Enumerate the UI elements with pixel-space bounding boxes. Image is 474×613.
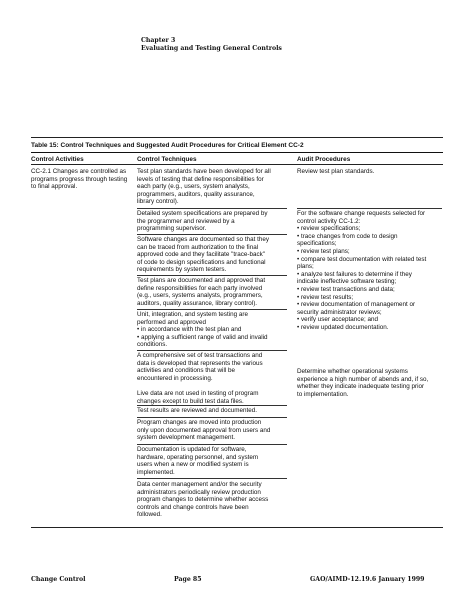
technique-cell: Documentation is updated for software, hardware, operating personnel, and system users when a new or modified system is implemented. [137, 446, 259, 476]
row-separator [137, 208, 287, 209]
technique-cell: Software changes are documented so that they can be traced from authorization to the final approved code and they facilitate "trace-back" of code to design specifications and functional requirements by system testers. [137, 236, 269, 274]
technique-cell: Test plan standards have been developed for all levels of testing that define responsibilities for each party (e.g., users, system analysts, programmers, auditors, quality assurance, library control). [137, 168, 271, 206]
footer-document-id: GAO/AIMD-12.19.6 January 1999 [310, 576, 425, 583]
row-separator [137, 478, 287, 479]
row-separator [137, 275, 287, 276]
bottom-rule [31, 527, 443, 528]
technique-cell: Unit, integration, and system testing are performed and approved • in accordance with the test plan and • applying a sufficient range of valid and invalid conditions. [137, 311, 268, 349]
page-header [141, 37, 282, 53]
footer-page-number: Page 85 [174, 576, 202, 583]
technique-cell: Test results are reviewed and documented. [137, 407, 258, 414]
technique-cell: Detailed system specifications are prepared by the programmer and reviewed by a programming supervisor. [137, 210, 268, 233]
technique-cell: A comprehensive set of test transactions and data is developed that represents the various activities and conditions that will be encountered in processing. Live data are not used in testing of program changes except to build test data files. [137, 352, 263, 405]
row-separator [137, 350, 287, 351]
row-separator [137, 309, 287, 310]
technique-cell: Program changes are moved into production only upon documented approval from users and system development management. [137, 419, 271, 442]
audit-procedure-change-requests: For the software change requests selected for control activity CC-1.2: • review specifications; • trace changes from code to design specifications; • review test plans; • compare test documentation with related test plans; • analyze test failures to determine if they indicate ineffective software testing; • review test transactions and data; • review test results; • review documentation of management or security administrator reviews; • verify user acceptance; and • review updated documentation. [297, 210, 427, 331]
row-separator [137, 234, 287, 235]
column-header-procedures: Audit Procedures [297, 156, 351, 163]
audit-procedure-abends: Determine whether operational systems experience a high number of abends and, if so, whether they indicate inadequate testing prior to implementation. [297, 368, 429, 398]
footer-section: Change Control [31, 576, 86, 583]
technique-cell: Data center management and/or the security administrators periodically review production program changes to determine whether access controls and change controls have been followed. [137, 481, 269, 519]
table-title: Table 15: Control Techniques and Suggested Audit Procedures for Critical Element CC-2 [31, 142, 304, 149]
procedure-separator [297, 208, 442, 209]
chapter-subtitle: Evaluating and Testing General Controls [141, 45, 282, 52]
column-header-activities: Control Activities [31, 156, 84, 163]
technique-cell: Test plans are documented and approved that define responsibilities for each party involved (e.g., users, systems analysts, programmers, auditors, quality assurance, library control). [137, 277, 266, 307]
row-separator [137, 444, 287, 445]
header-rule [31, 164, 443, 165]
control-activity-cc-2-1: CC-2.1 Changes are controlled as programs progress through testing to final approval. [31, 168, 128, 191]
column-header-techniques: Control Techniques [137, 156, 197, 163]
row-separator [137, 405, 287, 406]
title-rule [31, 152, 443, 153]
row-separator [137, 417, 287, 418]
chapter-label: Chapter 3 [141, 37, 176, 44]
top-rule [31, 137, 443, 138]
audit-procedure-review-standards: Review test plan standards. [297, 168, 375, 175]
